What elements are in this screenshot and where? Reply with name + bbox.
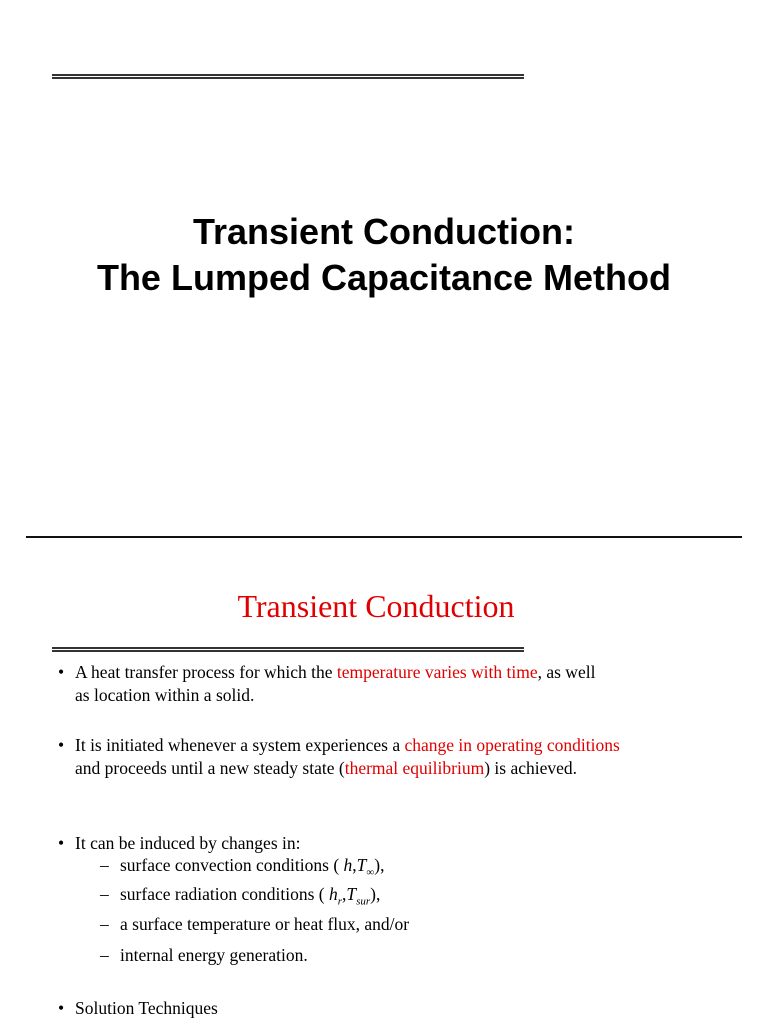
sub-item-convection — [100, 854, 384, 884]
sub1-h: h — [343, 855, 353, 875]
slide1-title-line1: Transient Conduction: — [193, 211, 575, 252]
sub1-comma: , — [352, 855, 357, 875]
bullet-transient-definition — [58, 661, 738, 707]
bullet-icon: • — [58, 662, 65, 682]
dash-icon: – — [100, 945, 109, 965]
sub-item-energy-generation — [100, 944, 308, 966]
bullet-induced-by — [58, 832, 738, 855]
bullet-icon: • — [58, 735, 65, 755]
bullet1-post: , as well — [537, 662, 596, 682]
slide2-double-rule — [52, 647, 524, 652]
bullet2-line2 — [58, 757, 738, 780]
sub1-T: T — [356, 855, 367, 875]
sub2-comma: , — [342, 884, 347, 904]
bullet2-pre: It is initiated whenever a system experiences a — [75, 735, 405, 755]
sub1-T-sub: ∞ — [366, 866, 375, 879]
bullet2-line2-post: ) is achieved. — [484, 758, 577, 778]
sub4-text: internal energy generation. — [120, 945, 308, 965]
dash-icon: – — [100, 884, 109, 904]
bullet-icon: • — [58, 998, 65, 1018]
bullet1-highlight: temperature varies with time — [336, 662, 538, 682]
bullet3-text: It can be induced by changes in: — [75, 833, 301, 853]
sub-item-radiation — [100, 883, 380, 913]
bullet2-line2-pre: and proceeds until a new steady state ( — [75, 758, 345, 778]
slide1-title-line2: The Lumped Capacitance Method — [96, 257, 672, 298]
sub2-pre: surface radiation conditions ( — [120, 884, 329, 904]
dash-icon: – — [100, 855, 109, 875]
bullet-icon: • — [58, 833, 65, 853]
sub2-h: h — [328, 884, 338, 904]
sub2-T: T — [346, 884, 357, 904]
sub2-post: ), — [370, 884, 381, 904]
sub-item-surface-temperature — [100, 913, 409, 935]
slide-divider — [26, 536, 742, 538]
sub2-T-sub: sur — [356, 895, 371, 908]
bullet-solution-techniques — [58, 997, 738, 1020]
bullet2-line2-highlight: thermal equilibrium — [344, 758, 485, 778]
slide2-title: Transient Conduction — [237, 588, 515, 624]
top-double-rule — [52, 74, 524, 79]
bullet4-text: Solution Techniques — [75, 998, 218, 1018]
sub1-pre: surface convection conditions ( — [120, 855, 344, 875]
sub3-text: a surface temperature or heat flux, and/or — [120, 914, 410, 934]
sub2-h-sub: r — [337, 895, 342, 908]
bullet-initiation — [58, 734, 738, 780]
sub1-post: ), — [374, 855, 385, 875]
bullet1-pre: A heat transfer process for which the — [75, 662, 337, 682]
bullet2-highlight: change in operating conditions — [404, 735, 620, 755]
bullet1-line2: as location within a solid. — [75, 685, 255, 705]
dash-icon: – — [100, 914, 109, 934]
